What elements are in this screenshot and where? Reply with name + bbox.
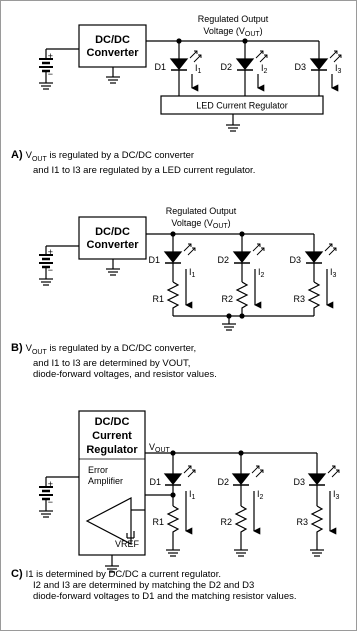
error-amplifier-line2: Amplifier — [88, 476, 124, 486]
battery-minus-c: − — [47, 497, 53, 507]
battery-plus-a: + — [47, 51, 53, 61]
caption-c-line3: diode-forward voltages to D1 and the matching resistor values. — [33, 591, 297, 602]
resistor-r3-c — [312, 506, 322, 542]
error-amplifier-line1: Error — [88, 465, 108, 475]
resistor-label-r1-b: R1 — [152, 294, 164, 304]
dcdc-converter-b — [79, 217, 146, 259]
diode-label-d3-a: D3 — [294, 62, 306, 72]
diode-label-d3-c: D3 — [293, 477, 305, 487]
current-label-i3-a: $I_3$ — [335, 63, 342, 75]
resistor-label-r3-c: R3 — [296, 517, 308, 527]
caption-a-line1: A) $V_{OUT}$ is regulated by a DC/DC converter — [11, 149, 195, 163]
caption-c-line1: C) I1 is determined by DC/DC a current regulator. — [11, 568, 221, 580]
current-label-i3-b: $I_3$ — [330, 267, 337, 279]
battery-c — [39, 477, 79, 517]
caption-b-line1: B) $V_{OUT}$ is regulated by a DC/DC converter, — [11, 342, 197, 356]
vref-label: VREF — [115, 539, 140, 549]
caption-a-line2: and I1 to I3 are regulated by a LED current regulator. — [33, 164, 256, 176]
resistor-label-r2-c: R2 — [220, 517, 232, 527]
caption-b-line2: and I1 to I3 are determined by VOUT, — [33, 357, 191, 369]
diode-label-d1-a: D1 — [154, 62, 166, 72]
resistor-r3-b — [309, 282, 319, 316]
battery-a — [39, 49, 79, 89]
resistor-r1-c — [168, 506, 178, 542]
vout-label-c: $V_{OUT}$ — [149, 442, 170, 454]
converter-line2-a: Converter — [86, 47, 139, 59]
diode-label-d1-b: D1 — [148, 255, 160, 265]
caption-c — [11, 569, 297, 602]
resistor-label-r1-c: R1 — [152, 517, 164, 527]
circuit-diagrams — [1, 1, 357, 632]
converter-line1-a: DC/DC — [95, 34, 130, 46]
battery-plus-c: + — [47, 479, 53, 489]
resistor-label-r3-b: R3 — [293, 294, 305, 304]
dcdc-converter-a — [79, 25, 146, 67]
battery-plus-b: + — [47, 247, 53, 257]
current-label-i1-a: $I_1$ — [195, 63, 202, 75]
vout-label-line1-b: Regulated Output — [165, 206, 237, 216]
converter-line1-b: DC/DC — [95, 226, 130, 238]
vout-label-line2-b: Voltage $(V_{OUT})$ — [171, 218, 231, 230]
converter-line1-c: DC/DC — [94, 416, 130, 428]
current-label-i3-c: $I_3$ — [333, 489, 340, 501]
current-label-i1-b: $I_1$ — [189, 267, 196, 279]
current-label-i2-c: $I_2$ — [257, 489, 264, 501]
battery-b — [39, 246, 79, 285]
led-current-regulator-label: LED Current Regulator — [196, 100, 288, 111]
vout-label-line1-a: Regulated Output — [197, 14, 269, 24]
battery-minus-b: − — [47, 265, 53, 275]
current-label-i2-b: $I_2$ — [258, 267, 265, 279]
panel-b — [39, 217, 336, 330]
resistor-r1-b — [168, 282, 178, 316]
caption-c-line2: I2 and I3 are determined by matching the D2 and D3 — [33, 580, 255, 591]
panel-a — [39, 25, 341, 131]
caption-b-line3: diode-forward voltages, and resistor values. — [33, 368, 217, 380]
diode-label-d2-b: D2 — [217, 255, 229, 265]
current-label-i1-c: $I_1$ — [189, 489, 196, 501]
current-label-i2-a: $I_2$ — [261, 63, 268, 75]
diode-label-d1-c: D1 — [149, 477, 161, 487]
converter-line2-c: Current — [92, 430, 132, 442]
resistor-r2-b — [237, 282, 247, 316]
resistor-r2-c — [236, 506, 246, 542]
caption-b — [11, 343, 217, 380]
resistor-label-r2-b: R2 — [221, 294, 233, 304]
battery-minus-a: − — [47, 69, 53, 79]
converter-line3-c: Regulator — [86, 444, 138, 456]
diode-label-d2-a: D2 — [220, 62, 232, 72]
diode-label-d2-c: D2 — [217, 477, 229, 487]
caption-a — [11, 150, 255, 176]
diode-label-d3-b: D3 — [289, 255, 301, 265]
vout-label-line2-a: Voltage $(V_{OUT})$ — [203, 26, 263, 38]
converter-line2-b: Converter — [86, 239, 139, 251]
